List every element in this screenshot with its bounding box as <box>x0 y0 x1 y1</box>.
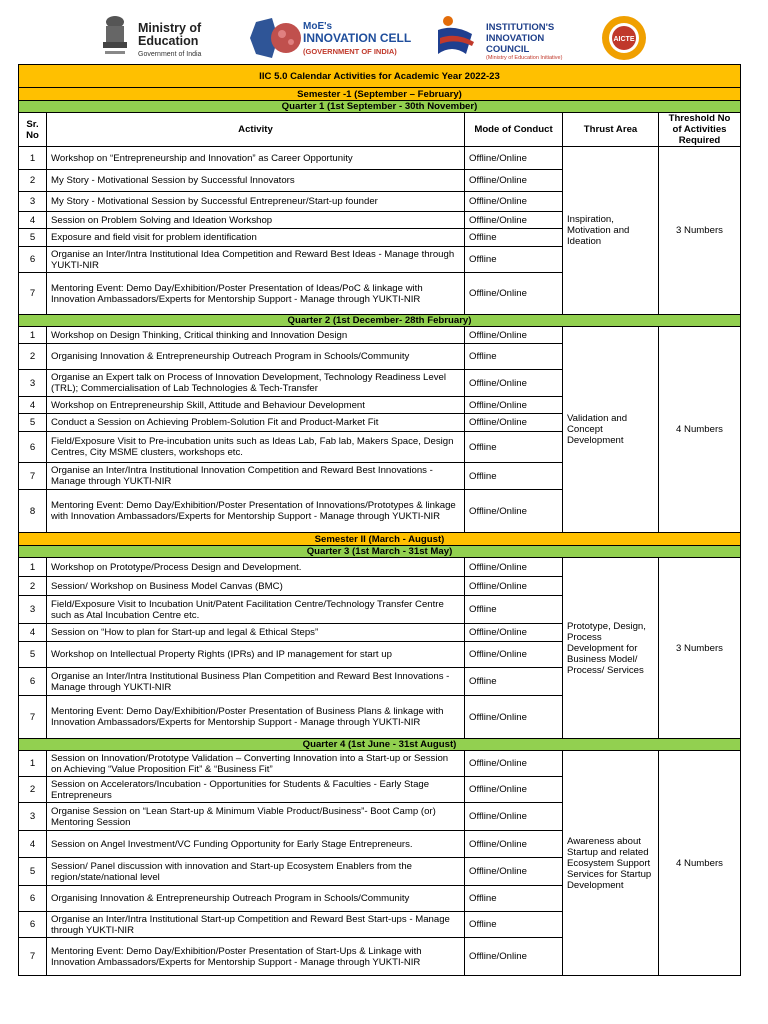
activity-cell: Workshop on “Entrepreneurship and Innovation” as Career Opportunity <box>47 147 465 170</box>
activity-cell: Organise an Inter/Intra Institutional Idea Competition and Reward Best Ideas - Manage through YUKTI-NIR <box>47 247 465 273</box>
sr-cell: 2 <box>19 344 47 370</box>
header-logos <box>0 0 768 64</box>
activity-cell: Mentoring Event: Demo Day/Exhibition/Poster Presentation of Start-Ups & Linkage with Innovation Ambassadors/Experts for Mentorship Support - Manage through YUKTI-NIR <box>47 938 465 976</box>
threshold-cell: 4 Numbers <box>659 327 741 533</box>
activity-cell: Field/Exposure Visit to Pre-incubation units such as Ideas Lab, Fab lab, Makers Space, Design Centres, City MSME clusters, workshops etc. <box>47 432 465 463</box>
sr-cell: 2 <box>19 170 47 192</box>
quarter-4-heading: Quarter 4 (1st June - 31st August) <box>19 739 741 751</box>
activity-cell: My Story - Motivational Session by Successful Entrepreneur/Start-up founder <box>47 192 465 212</box>
thrust-area-cell: Validation and Concept Development <box>563 327 659 533</box>
mode-cell: Offline/Online <box>465 490 563 533</box>
sr-cell: 1 <box>19 558 47 577</box>
sr-cell: 3 <box>19 192 47 212</box>
quarter-1-row <box>19 101 741 113</box>
activity-cell: Organise an Inter/Intra Institutional Innovation Competition and Reward Best Innovations - Manage through YUKTI-NIR <box>47 463 465 490</box>
mode-cell: Offline/Online <box>465 370 563 397</box>
mode-cell: Offline/Online <box>465 577 563 596</box>
aicte-seal-text: AICTE <box>613 36 635 43</box>
moe-line-3: Government of India <box>138 51 202 58</box>
sr-cell: 3 <box>19 803 47 831</box>
activity-cell: Session on Innovation/Prototype Validation – Converting Innovation into a Start-up or Session on Achieving “Value Proposition Fit” & “Business Fit” <box>47 751 465 777</box>
quarter-1-heading: Quarter 1 (1st September - 30th November) <box>19 101 741 113</box>
activity-cell: Exposure and field visit for problem identification <box>47 229 465 247</box>
sr-cell: 7 <box>19 938 47 976</box>
sr-cell: 1 <box>19 147 47 170</box>
sr-cell: 5 <box>19 642 47 668</box>
mode-cell: Offline/Online <box>465 696 563 739</box>
activity-cell: Workshop on Entrepreneurship Skill, Attitude and Behaviour Development <box>47 397 465 414</box>
activity-cell: Mentoring Event: Demo Day/Exhibition/Poster Presentation of Ideas/PoC & linkage with Innovation Ambassadors/Experts for Mentorship Support - Manage through YUKTI-NIR <box>47 273 465 315</box>
activity-cell: Workshop on Design Thinking, Critical thinking and Innovation Design <box>47 327 465 344</box>
sr-cell: 5 <box>19 858 47 886</box>
thrust-area-cell: Prototype, Design, Process Development for Business Model/ Process/ Services <box>563 558 659 739</box>
activity-cell: Organising Innovation & Entrepreneurship Outreach Program in Schools/Community <box>47 886 465 912</box>
iic-logo <box>432 14 592 60</box>
sr-cell: 6 <box>19 247 47 273</box>
mode-cell: Offline/Online <box>465 642 563 668</box>
moe-innovation-cell-logo <box>246 16 418 60</box>
semester-1-row <box>19 88 741 101</box>
mode-cell: Offline/Online <box>465 414 563 432</box>
thrust-area-cell: Awareness about Startup and related Ecosystem Support Services for Startup Development <box>563 751 659 976</box>
mode-cell: Offline <box>465 229 563 247</box>
aicte-seal-icon <box>596 14 652 62</box>
mode-cell: Offline/Online <box>465 170 563 192</box>
activity-cell: Session on Problem Solving and Ideation Workshop <box>47 212 465 229</box>
threshold-cell: 4 Numbers <box>659 751 741 976</box>
mode-cell: Offline <box>465 596 563 624</box>
mode-cell: Offline/Online <box>465 558 563 577</box>
page-title: IIC 5.0 Calendar Activities for Academic Year 2022-23 <box>19 65 741 88</box>
sr-cell: 6 <box>19 912 47 938</box>
sr-cell: 3 <box>19 370 47 397</box>
column-header-threshold: Threshold No of Activities Required <box>659 113 741 147</box>
column-header-mode: Mode of Conduct <box>465 113 563 147</box>
sr-cell: 5 <box>19 414 47 432</box>
mode-cell: Offline <box>465 463 563 490</box>
sr-cell: 7 <box>19 696 47 739</box>
activity-cell: Workshop on Prototype/Process Design and Development. <box>47 558 465 577</box>
mode-cell: Offline <box>465 886 563 912</box>
calendar-table <box>18 64 741 976</box>
sr-cell: 5 <box>19 229 47 247</box>
mode-cell: Offline/Online <box>465 192 563 212</box>
sr-cell: 4 <box>19 397 47 414</box>
cell-line-1: MoE's <box>303 21 333 32</box>
sr-cell: 3 <box>19 596 47 624</box>
activity-cell: Mentoring Event: Demo Day/Exhibition/Poster Presentation of Innovations/Prototypes & linkage with Innovation Ambassadors/Experts for Mentorship Support - Manage through YUKTI-NIR <box>47 490 465 533</box>
sr-cell: 6 <box>19 886 47 912</box>
cell-line-2: INNOVATION CELL <box>303 31 412 45</box>
activity-cell: Session on Angel Investment/VC Funding Opportunity for Early Stage Entrepreneurs. <box>47 831 465 858</box>
column-header-sr: Sr. No <box>19 113 47 147</box>
mode-cell: Offline <box>465 344 563 370</box>
threshold-cell: 3 Numbers <box>659 558 741 739</box>
activity-cell: Organise an Inter/Intra Institutional Start-up Competition and Reward Best Start-ups - Manage through YUKTI-NIR <box>47 912 465 938</box>
mode-cell: Offline <box>465 432 563 463</box>
quarter-2-row <box>19 315 741 327</box>
mode-cell: Offline/Online <box>465 397 563 414</box>
sr-cell: 2 <box>19 577 47 596</box>
quarter-3-row <box>19 546 741 558</box>
mode-cell: Offline/Online <box>465 212 563 229</box>
sr-cell: 1 <box>19 751 47 777</box>
iic-line-1: INSTITUTION'S <box>486 22 555 33</box>
activity-cell: Organise Session on “Lean Start-up & Minimum Viable Product/Business”- Boot Camp (or) Mentoring Session <box>47 803 465 831</box>
mode-cell: Offline/Online <box>465 624 563 642</box>
semester-2-row <box>19 533 741 546</box>
activity-cell: Workshop on Intellectual Property Rights (IPRs) and IP management for start up <box>47 642 465 668</box>
sr-cell: 2 <box>19 777 47 803</box>
activity-cell: Session/ Panel discussion with innovation and Start-up Ecosystem Enablers from the region/state/national level <box>47 858 465 886</box>
mode-cell: Offline/Online <box>465 147 563 170</box>
quarter-3-heading: Quarter 3 (1st March - 31st May) <box>19 546 741 558</box>
national-emblem-icon <box>100 14 130 58</box>
sr-cell: 6 <box>19 668 47 696</box>
sr-cell: 4 <box>19 624 47 642</box>
activity-cell: Session on Accelerators/Incubation - Opportunities for Students & Faculties - Early Stage Entrepreneurs <box>47 777 465 803</box>
mode-cell: Offline/Online <box>465 327 563 344</box>
sr-cell: 1 <box>19 327 47 344</box>
activity-cell: Session/ Workshop on Business Model Canvas (BMC) <box>47 577 465 596</box>
table-row <box>19 147 741 170</box>
iic-mark-icon <box>432 14 482 60</box>
activity-cell: Conduct a Session on Achieving Problem-Solution Fit and Product-Market Fit <box>47 414 465 432</box>
semester-2-heading: Semester II (March - August) <box>19 533 741 546</box>
table-row <box>19 558 741 577</box>
activity-cell: Session on “How to plan for Start-up and legal & Ethical Steps” <box>47 624 465 642</box>
threshold-cell: 3 Numbers <box>659 147 741 315</box>
iic-line-4: (Ministry of Education Initiative) <box>486 55 563 61</box>
sr-cell: 7 <box>19 273 47 315</box>
sr-cell: 6 <box>19 432 47 463</box>
iic-line-3: COUNCIL <box>486 44 530 55</box>
moe-line-2: Education <box>138 34 199 48</box>
title-row <box>19 65 741 88</box>
activity-cell: Organise an Inter/Intra Institutional Business Plan Competition and Reward Best Innovations - Manage through YUKTI-NIR <box>47 668 465 696</box>
mode-cell: Offline/Online <box>465 777 563 803</box>
mode-cell: Offline/Online <box>465 938 563 976</box>
quarter-2-heading: Quarter 2 (1st December- 28th February) <box>19 315 741 327</box>
sr-cell: 4 <box>19 212 47 229</box>
column-header-row <box>19 113 741 147</box>
gear-brain-icon <box>246 16 302 60</box>
column-header-thrust: Thrust Area <box>563 113 659 147</box>
mode-cell: Offline <box>465 668 563 696</box>
sr-cell: 7 <box>19 463 47 490</box>
mode-cell: Offline/Online <box>465 803 563 831</box>
table-row <box>19 751 741 777</box>
mode-cell: Offline/Online <box>465 273 563 315</box>
activity-cell: Organise an Expert talk on Process of Innovation Development, Technology Readiness Level (TRL); Commercialisation of Lab Technologies & Tech-Transfer <box>47 370 465 397</box>
activity-cell: Field/Exposure Visit to Incubation Unit/Patent Facilitation Centre/Technology Transfer Centre such as Atal Incubation Centre etc. <box>47 596 465 624</box>
mode-cell: Offline <box>465 247 563 273</box>
semester-1-heading: Semester -1 (September – February) <box>19 88 741 101</box>
iic-line-2: INNOVATION <box>486 33 545 44</box>
thrust-area-cell: Inspiration, Motivation and Ideation <box>563 147 659 315</box>
sr-cell: 4 <box>19 831 47 858</box>
mode-cell: Offline/Online <box>465 858 563 886</box>
mode-cell: Offline/Online <box>465 751 563 777</box>
ministry-of-education-logo <box>138 22 201 61</box>
mode-cell: Offline <box>465 912 563 938</box>
column-header-activity: Activity <box>47 113 465 147</box>
quarter-4-row <box>19 739 741 751</box>
mode-cell: Offline/Online <box>465 831 563 858</box>
sr-cell: 8 <box>19 490 47 533</box>
activity-cell: Organising Innovation & Entrepreneurship Outreach Program in Schools/Community <box>47 344 465 370</box>
activity-cell: My Story - Motivational Session by Successful Innovators <box>47 170 465 192</box>
moe-line-1: Ministry of <box>138 21 202 35</box>
cell-line-3: (GOVERNMENT OF INDIA) <box>303 47 397 56</box>
activity-cell: Mentoring Event: Demo Day/Exhibition/Poster Presentation of Business Plans & linkage with Innovation Ambassadors/Experts for Mentorship Support - Manage through YUKTI-NIR <box>47 696 465 739</box>
table-row <box>19 327 741 344</box>
